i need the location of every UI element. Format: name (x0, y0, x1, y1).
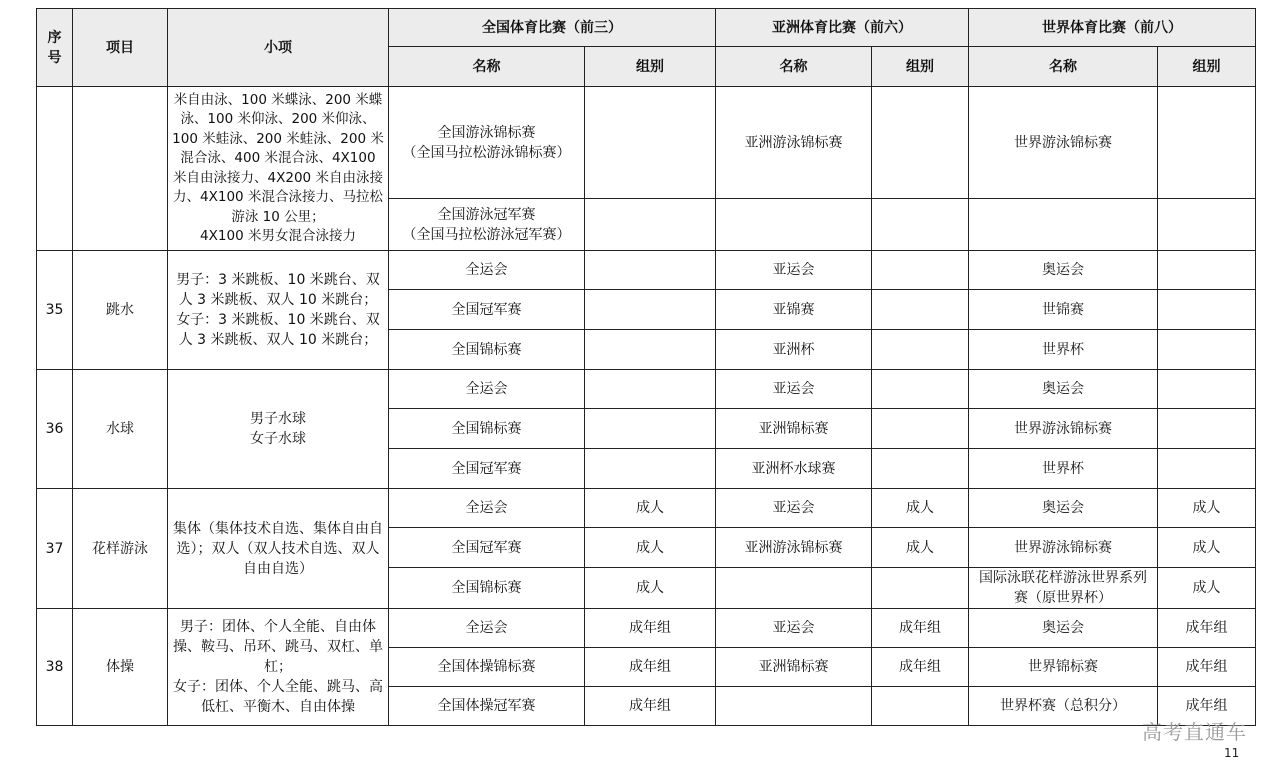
row-38-national-group: 成年组 (585, 648, 716, 687)
header-asian: 亚洲体育比赛（前六） (716, 9, 969, 47)
row-37-world-name: 奥运会 (969, 489, 1158, 528)
row-36-national-name: 全国锦标赛 (389, 409, 585, 449)
row-37-sub: 集体（集体技术自选、集体自由自选）；双人（双人技术自选、双人自由自选） (168, 489, 389, 609)
row-35-national-name: 全国锦标赛 (389, 330, 585, 370)
row-35-national-group (585, 330, 716, 370)
swim-asian-name-2 (716, 199, 872, 251)
row-35-national-name: 全运会 (389, 251, 585, 290)
row-36-asian-name: 亚洲锦标赛 (716, 409, 872, 449)
swim-seq (37, 87, 73, 251)
row-37-asian-group: 成人 (872, 528, 969, 568)
swim-national-group-2 (585, 199, 716, 251)
row-37-national-name: 全运会 (389, 489, 585, 528)
row-36-world-group (1158, 409, 1256, 449)
row-37-national-group: 成人 (585, 528, 716, 568)
swim-world-name-2 (969, 199, 1158, 251)
row-38-national-group: 成年组 (585, 687, 716, 726)
row-36-world-group (1158, 370, 1256, 409)
header-world: 世界体育比赛（前八） (969, 9, 1256, 47)
row-38-national-name: 全国体操冠军赛 (389, 687, 585, 726)
row-35-asian-name: 亚锦赛 (716, 290, 872, 330)
row-36-world-name: 世界游泳锦标赛 (969, 409, 1158, 449)
row-38-national-name: 全国体操锦标赛 (389, 648, 585, 687)
row-38-sub: 男子：团体、个人全能、自由体操、鞍马、吊环、跳马、双杠、单杠； 女子：团体、个人全能、跳马、高低杠、平衡木、自由体操 (168, 609, 389, 726)
swim-sub: 米自由泳、100 米蝶泳、200 米蝶泳、100 米仰泳、200 米仰泳、100 米蛙泳、200 米蛙泳、200 米混合泳、400 米混合泳、4X100 米自由泳接力、4X200 米自由泳接力、4X100 米混合泳接力、马拉松游泳 10 公里； 4X100 米男女混合泳接力 (168, 87, 389, 251)
row-37-asian-group: 成人 (872, 489, 969, 528)
row-37-seq: 37 (37, 489, 73, 609)
row-37-asian-group (872, 568, 969, 609)
row-37-national-group: 成人 (585, 568, 716, 609)
header-world-group: 组别 (1158, 47, 1256, 87)
swim-world-name-1: 世界游泳锦标赛 (969, 87, 1158, 199)
row-36-national-name: 全运会 (389, 370, 585, 409)
row-37-national-name: 全国锦标赛 (389, 568, 585, 609)
row-38-world-name: 奥运会 (969, 609, 1158, 648)
header-asian-name: 名称 (716, 47, 872, 87)
row-37-world-group: 成人 (1158, 568, 1256, 609)
row-37-asian-name (716, 568, 872, 609)
row-36-asian-name: 亚洲杯水球赛 (716, 449, 872, 489)
row-35-asian-group (872, 251, 969, 290)
row-37-project: 花样游泳 (73, 489, 168, 609)
row-38-world-group: 成年组 (1158, 648, 1256, 687)
row-38-seq: 38 (37, 609, 73, 726)
row-36-seq: 36 (37, 370, 73, 489)
row-37-asian-name: 亚运会 (716, 489, 872, 528)
row-38-national-group: 成年组 (585, 609, 716, 648)
row-38-asian-name: 亚洲锦标赛 (716, 648, 872, 687)
row-36-project: 水球 (73, 370, 168, 489)
row-35-project: 跳水 (73, 251, 168, 370)
row-35-asian-group (872, 290, 969, 330)
swim-national-name-2: 全国游泳冠军赛 （全国马拉松游泳冠军赛） (389, 199, 585, 251)
row-35-asian-group (872, 330, 969, 370)
row-38-asian-name: 亚运会 (716, 609, 872, 648)
row-38-world-name: 世界杯赛（总积分） (969, 687, 1158, 726)
row-38-project: 体操 (73, 609, 168, 726)
row-36-world-group (1158, 449, 1256, 489)
row-36-world-name: 奥运会 (969, 370, 1158, 409)
swim-asian-group-1 (872, 87, 969, 199)
row-38-world-group: 成年组 (1158, 687, 1256, 726)
sports-competition-table (36, 8, 1256, 726)
row-35-world-name: 奥运会 (969, 251, 1158, 290)
row-37-world-name: 国际泳联花样游泳世界系列赛（原世界杯） (969, 568, 1158, 609)
swim-asian-name-1: 亚洲游泳锦标赛 (716, 87, 872, 199)
row-37-national-name: 全国冠军赛 (389, 528, 585, 568)
row-37-world-group: 成人 (1158, 489, 1256, 528)
row-36-national-name: 全国冠军赛 (389, 449, 585, 489)
row-35-sub: 男子：3 米跳板、10 米跳台、双人 3 米跳板、双人 10 米跳台；女子：3 米跳板、10 米跳台、双人 3 米跳板、双人 10 米跳台； (168, 251, 389, 370)
swim-world-group-1 (1158, 87, 1256, 199)
row-35-world-name: 世锦赛 (969, 290, 1158, 330)
row-38-world-group: 成年组 (1158, 609, 1256, 648)
row-37-asian-name: 亚洲游泳锦标赛 (716, 528, 872, 568)
header-seq: 序 号 (37, 9, 73, 87)
row-38-world-name: 世界锦标赛 (969, 648, 1158, 687)
row-36-world-name: 世界杯 (969, 449, 1158, 489)
row-36-national-group (585, 449, 716, 489)
swim-national-name-1: 全国游泳锦标赛 （全国马拉松游泳锦标赛） (389, 87, 585, 199)
header-national-group: 组别 (585, 47, 716, 87)
swim-project (73, 87, 168, 251)
row-36-national-group (585, 409, 716, 449)
header-world-name: 名称 (969, 47, 1158, 87)
row-35-seq: 35 (37, 251, 73, 370)
row-35-asian-name: 亚洲杯 (716, 330, 872, 370)
swim-national-group-1 (585, 87, 716, 199)
header-asian-group: 组别 (872, 47, 969, 87)
row-36-asian-group (872, 409, 969, 449)
page-number: 11 (1224, 746, 1240, 760)
row-36-asian-group (872, 370, 969, 409)
row-35-national-name: 全国冠军赛 (389, 290, 585, 330)
row-37-world-name: 世界游泳锦标赛 (969, 528, 1158, 568)
row-37-world-group: 成人 (1158, 528, 1256, 568)
swim-asian-group-2 (872, 199, 969, 251)
header-national: 全国体育比赛（前三） (389, 9, 716, 47)
swim-world-group-2 (1158, 199, 1256, 251)
header-project: 项目 (73, 9, 168, 87)
row-35-national-group (585, 251, 716, 290)
row-36-asian-name: 亚运会 (716, 370, 872, 409)
header-national-name: 名称 (389, 47, 585, 87)
row-36-sub: 男子水球 女子水球 (168, 370, 389, 489)
row-35-world-group (1158, 330, 1256, 370)
row-38-asian-group: 成年组 (872, 609, 969, 648)
header-sub: 小项 (168, 9, 389, 87)
row-38-asian-group: 成年组 (872, 648, 969, 687)
row-38-asian-group (872, 687, 969, 726)
row-36-asian-group (872, 449, 969, 489)
row-38-asian-name (716, 687, 872, 726)
row-35-world-group (1158, 251, 1256, 290)
watermark-text: 高考直通车 (1142, 720, 1247, 744)
row-38-national-name: 全运会 (389, 609, 585, 648)
row-35-national-group (585, 290, 716, 330)
row-35-world-group (1158, 290, 1256, 330)
row-35-world-name: 世界杯 (969, 330, 1158, 370)
row-37-national-group: 成人 (585, 489, 716, 528)
row-35-asian-name: 亚运会 (716, 251, 872, 290)
row-36-national-group (585, 370, 716, 409)
